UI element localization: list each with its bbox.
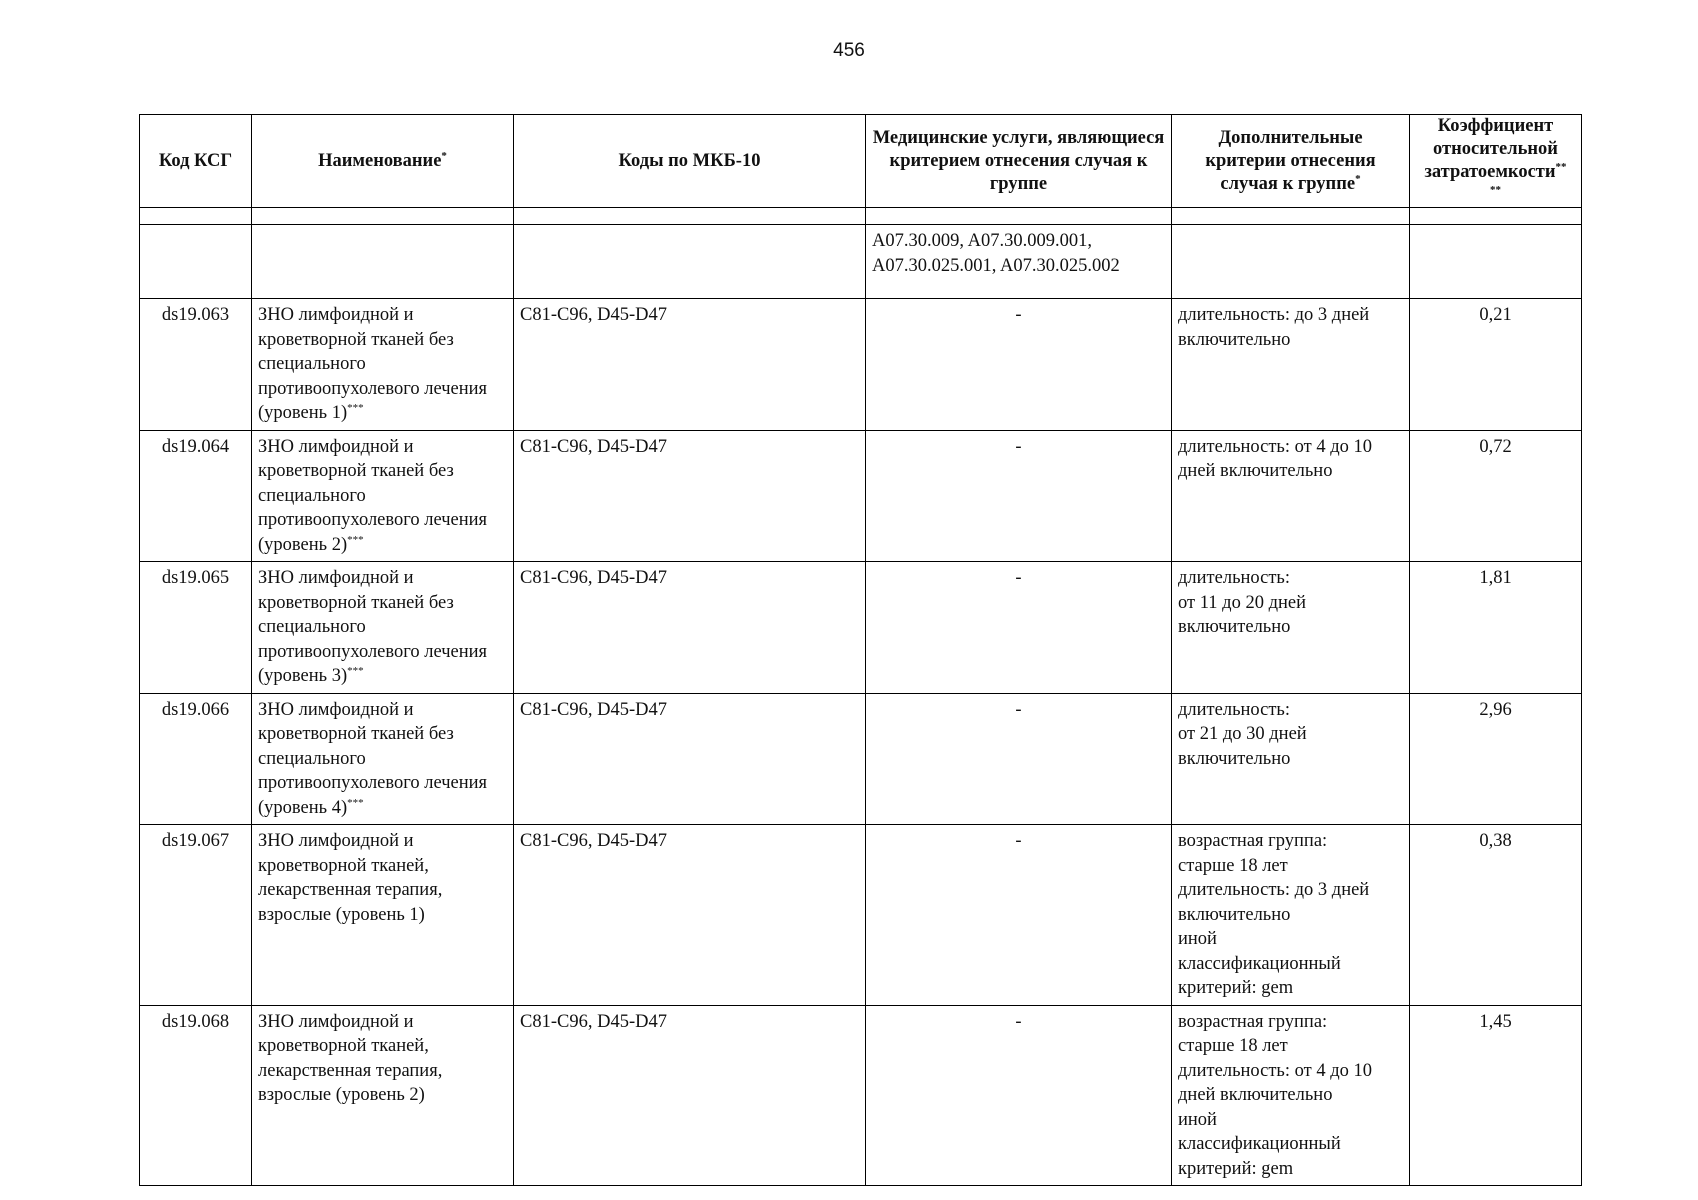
mkb-codes: C81-C96, D45-D47 [514,430,866,562]
criteria-line: длительность: от 4 до 10 [1178,1060,1372,1081]
header-medical-services: Медицинские услуги, являющиеся критерием отнесения случая к группе [866,115,1172,208]
criteria-line: дней включительно [1178,1085,1333,1105]
medical-services: - [866,299,1172,431]
criteria-line: дней включительно [1178,461,1333,481]
criteria-line: включительно [1178,748,1291,769]
ksg-code: ds19.063 [140,299,252,431]
criteria-line: от 21 до 30 дней [1178,724,1307,744]
criteria-line: иной [1178,1109,1217,1130]
mkb-codes: C81-C96, D45-D47 [514,825,866,1006]
continuation-services: A07.30.009, A07.30.009.001, A07.30.025.001, A07.30.025.002 [866,225,1172,299]
criteria-line: длительность: до 3 дней [1178,880,1370,900]
medical-services: - [866,693,1172,825]
ksg-table [139,114,1582,1186]
criteria-line: длительность: от 4 до 10 [1178,436,1372,457]
criteria-line: длительность: до 3 дней [1178,305,1370,325]
group-name: ЗНО лимфоидной и кроветворной тканей без специального противоопухолевого лечения (уровень 1)*** [252,299,514,431]
ksg-code: ds19.065 [140,562,252,694]
mkb-codes: C81-C96, D45-D47 [514,693,866,825]
criteria-line: критерий: gem [1178,1158,1294,1179]
medical-services: - [866,562,1172,694]
header-ksg-code: Код КСГ [140,115,252,208]
table-row [140,299,1582,431]
criteria-line: длительность: [1178,699,1290,720]
ksg-code: ds19.064 [140,430,252,562]
ksg-code: ds19.067 [140,825,252,1006]
group-name: ЗНО лимфоидной и кроветворной тканей, лекарственная терапия, взрослые (уровень 2) [252,1005,514,1186]
coefficient: 1,45 [1410,1005,1582,1186]
extra-criteria [1172,825,1410,1006]
table-row [140,1005,1582,1186]
page-number: 456 [833,40,865,61]
criteria-line: старше 18 лет [1178,855,1288,876]
extra-criteria [1172,299,1410,431]
header-name: Наименование* [252,115,514,208]
extra-criteria [1172,430,1410,562]
medical-services: - [866,825,1172,1006]
coefficient: 2,96 [1410,693,1582,825]
group-name: ЗНО лимфоидной и кроветворной тканей без специального противоопухолевого лечения (уровень 2)*** [252,430,514,562]
continuation-row [140,225,1582,299]
criteria-line: критерий: gem [1178,978,1294,998]
mkb-codes: C81-C96, D45-D47 [514,1005,866,1186]
criteria-line: длительность: [1178,568,1290,588]
header-extra-criteria: Дополнительные критерии отнесения случая к группе* [1172,115,1410,208]
group-name: ЗНО лимфоидной и кроветворной тканей без специального противоопухолевого лечения (уровень 3)*** [252,562,514,694]
header-mkb-codes: Коды по МКБ-10 [514,115,866,208]
extra-criteria [1172,693,1410,825]
criteria-line: от 11 до 20 дней [1178,592,1306,613]
criteria-line: включительно [1178,617,1291,637]
table-row [140,693,1582,825]
coefficient: 1,81 [1410,562,1582,694]
criteria-line: старше 18 лет [1178,1036,1288,1056]
criteria-line: классификационный [1178,1134,1341,1154]
ksg-code: ds19.068 [140,1005,252,1186]
criteria-line: иной [1178,929,1217,949]
medical-services: - [866,1005,1172,1186]
mkb-codes: C81-C96, D45-D47 [514,562,866,694]
group-name: ЗНО лимфоидной и кроветворной тканей, лекарственная терапия, взрослые (уровень 1) [252,825,514,1006]
mkb-codes: C81-C96, D45-D47 [514,299,866,431]
group-name: ЗНО лимфоидной и кроветворной тканей без специального противоопухолевого лечения (уровень 4)*** [252,693,514,825]
coefficient: 0,21 [1410,299,1582,431]
criteria-line: возрастная группа: [1178,831,1328,851]
table-header-row [140,115,1582,208]
criteria-line: включительно [1178,329,1291,350]
table-row [140,430,1582,562]
table-row [140,825,1582,1006]
ksg-code: ds19.066 [140,693,252,825]
criteria-line: возрастная группа: [1178,1011,1328,1032]
extra-criteria [1172,1005,1410,1186]
coefficient: 0,38 [1410,825,1582,1006]
criteria-line: классификационный [1178,953,1341,974]
spacer-row [140,208,1582,225]
table-row [140,562,1582,694]
header-coefficient: Коэффициент относительной затратоемкости** ** [1410,115,1582,208]
extra-criteria [1172,562,1410,694]
coefficient: 0,72 [1410,430,1582,562]
criteria-line: включительно [1178,904,1291,925]
medical-services: - [866,430,1172,562]
